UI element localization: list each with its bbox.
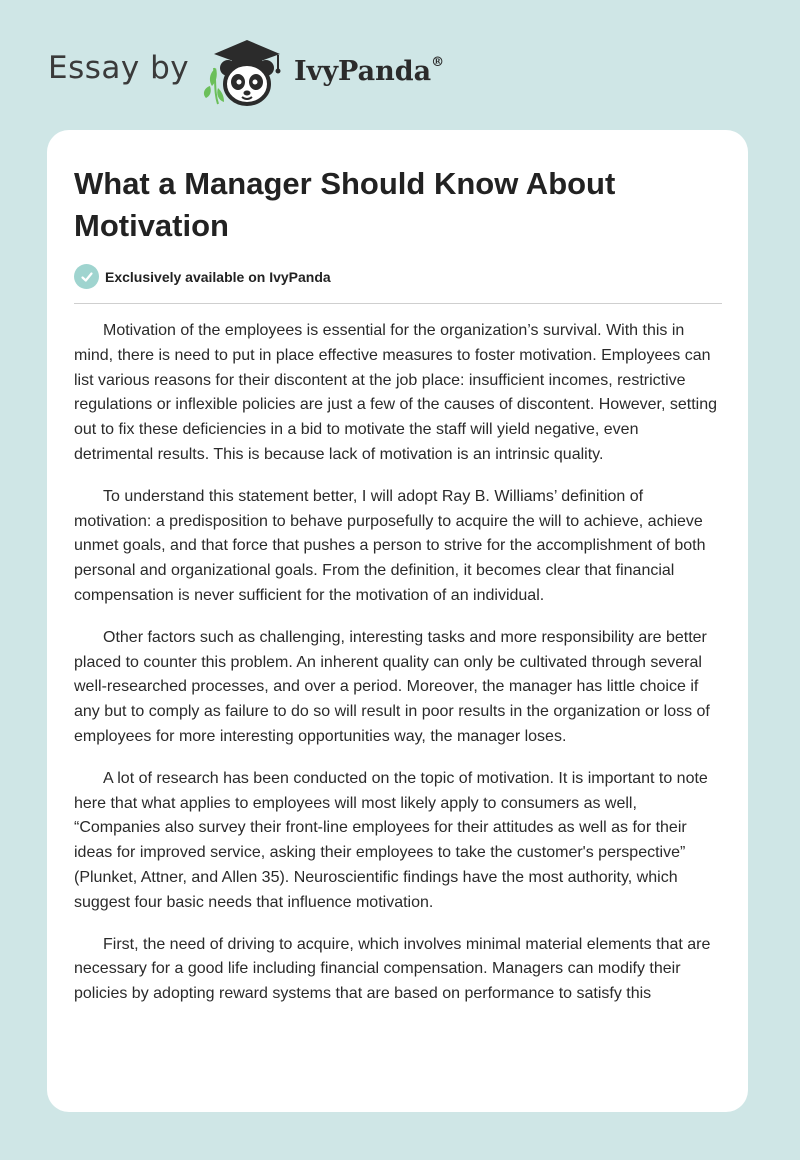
registered-mark: ® [431, 55, 445, 70]
brand-name[interactable] [294, 56, 444, 87]
paragraph: A lot of research has been conducted on the topic of motivation. It is important to note here that what applies to employees will most likely apply to consumers as well, “Companies also survey their front-line employees for their attitudes as well as for their ideas for improved service, asking their employees to take the customer's perspective” (Plunket, Attner, and Allen 35). Neuroscientific findings have the most authority, which suggest four basic needs that influence motivation. [74, 769, 708, 911]
divider [74, 303, 722, 304]
essay-body [74, 319, 722, 1024]
exclusive-badge [74, 264, 331, 289]
exclusive-label: Exclusively available on IvyPanda [105, 268, 331, 285]
site-header [0, 0, 800, 130]
checkmark-icon [74, 264, 99, 289]
paragraph: Other factors such as challenging, interesting tasks and more responsibility are better placed to counter this problem. An inherent quality can only be cultivated through several well-researched processes, and over a period. Moreover, the manager has little choice if any but to comply as failure to do so will result in poor results in the organization or loss of employees for more interesting opportunities way, the manager loses. [74, 628, 710, 745]
brand-name-text: IvyPanda [294, 56, 432, 87]
essay-by-label: Essay by [48, 50, 190, 86]
paragraph: Motivation of the employees is essential for the organization’s survival. With this in mind, there is need to put in place effective measures to foster motivation. Employees can list various reasons for their discontent at the job place: insufficient incomes, restrictive regulations or inflexible policies are just a few of the causes of discontent. However, setting out to fix these deficiencies in a bid to motivate the staff will yield negative, even detrimental results. This is because lack of motivation is an intrinsic quality. [74, 322, 718, 463]
paragraph: To understand this statement better, I will adopt Ray B. Williams’ definition of motivation: a predisposition to behave purposefully to acquire the will to achieve, achieve unmet goals, and that force that pushes a person to strive for the accomplishment of both personal and organizational goals. From the definition, it becomes clear that financial compensation is never sufficient for the motivation of an individual. [74, 487, 706, 604]
essay-card [47, 130, 748, 1112]
ivypanda-panda-logo-icon[interactable] [202, 38, 292, 110]
essay-title: What a Manager Should Know About Motivation [74, 166, 616, 243]
paragraph: First, the need of driving to acquire, which involves minimal material elements that are necessary for a good life including financial compensation. Managers can modify their policies by adopting reward systems that are based on performance to satisfy this [74, 935, 711, 1003]
